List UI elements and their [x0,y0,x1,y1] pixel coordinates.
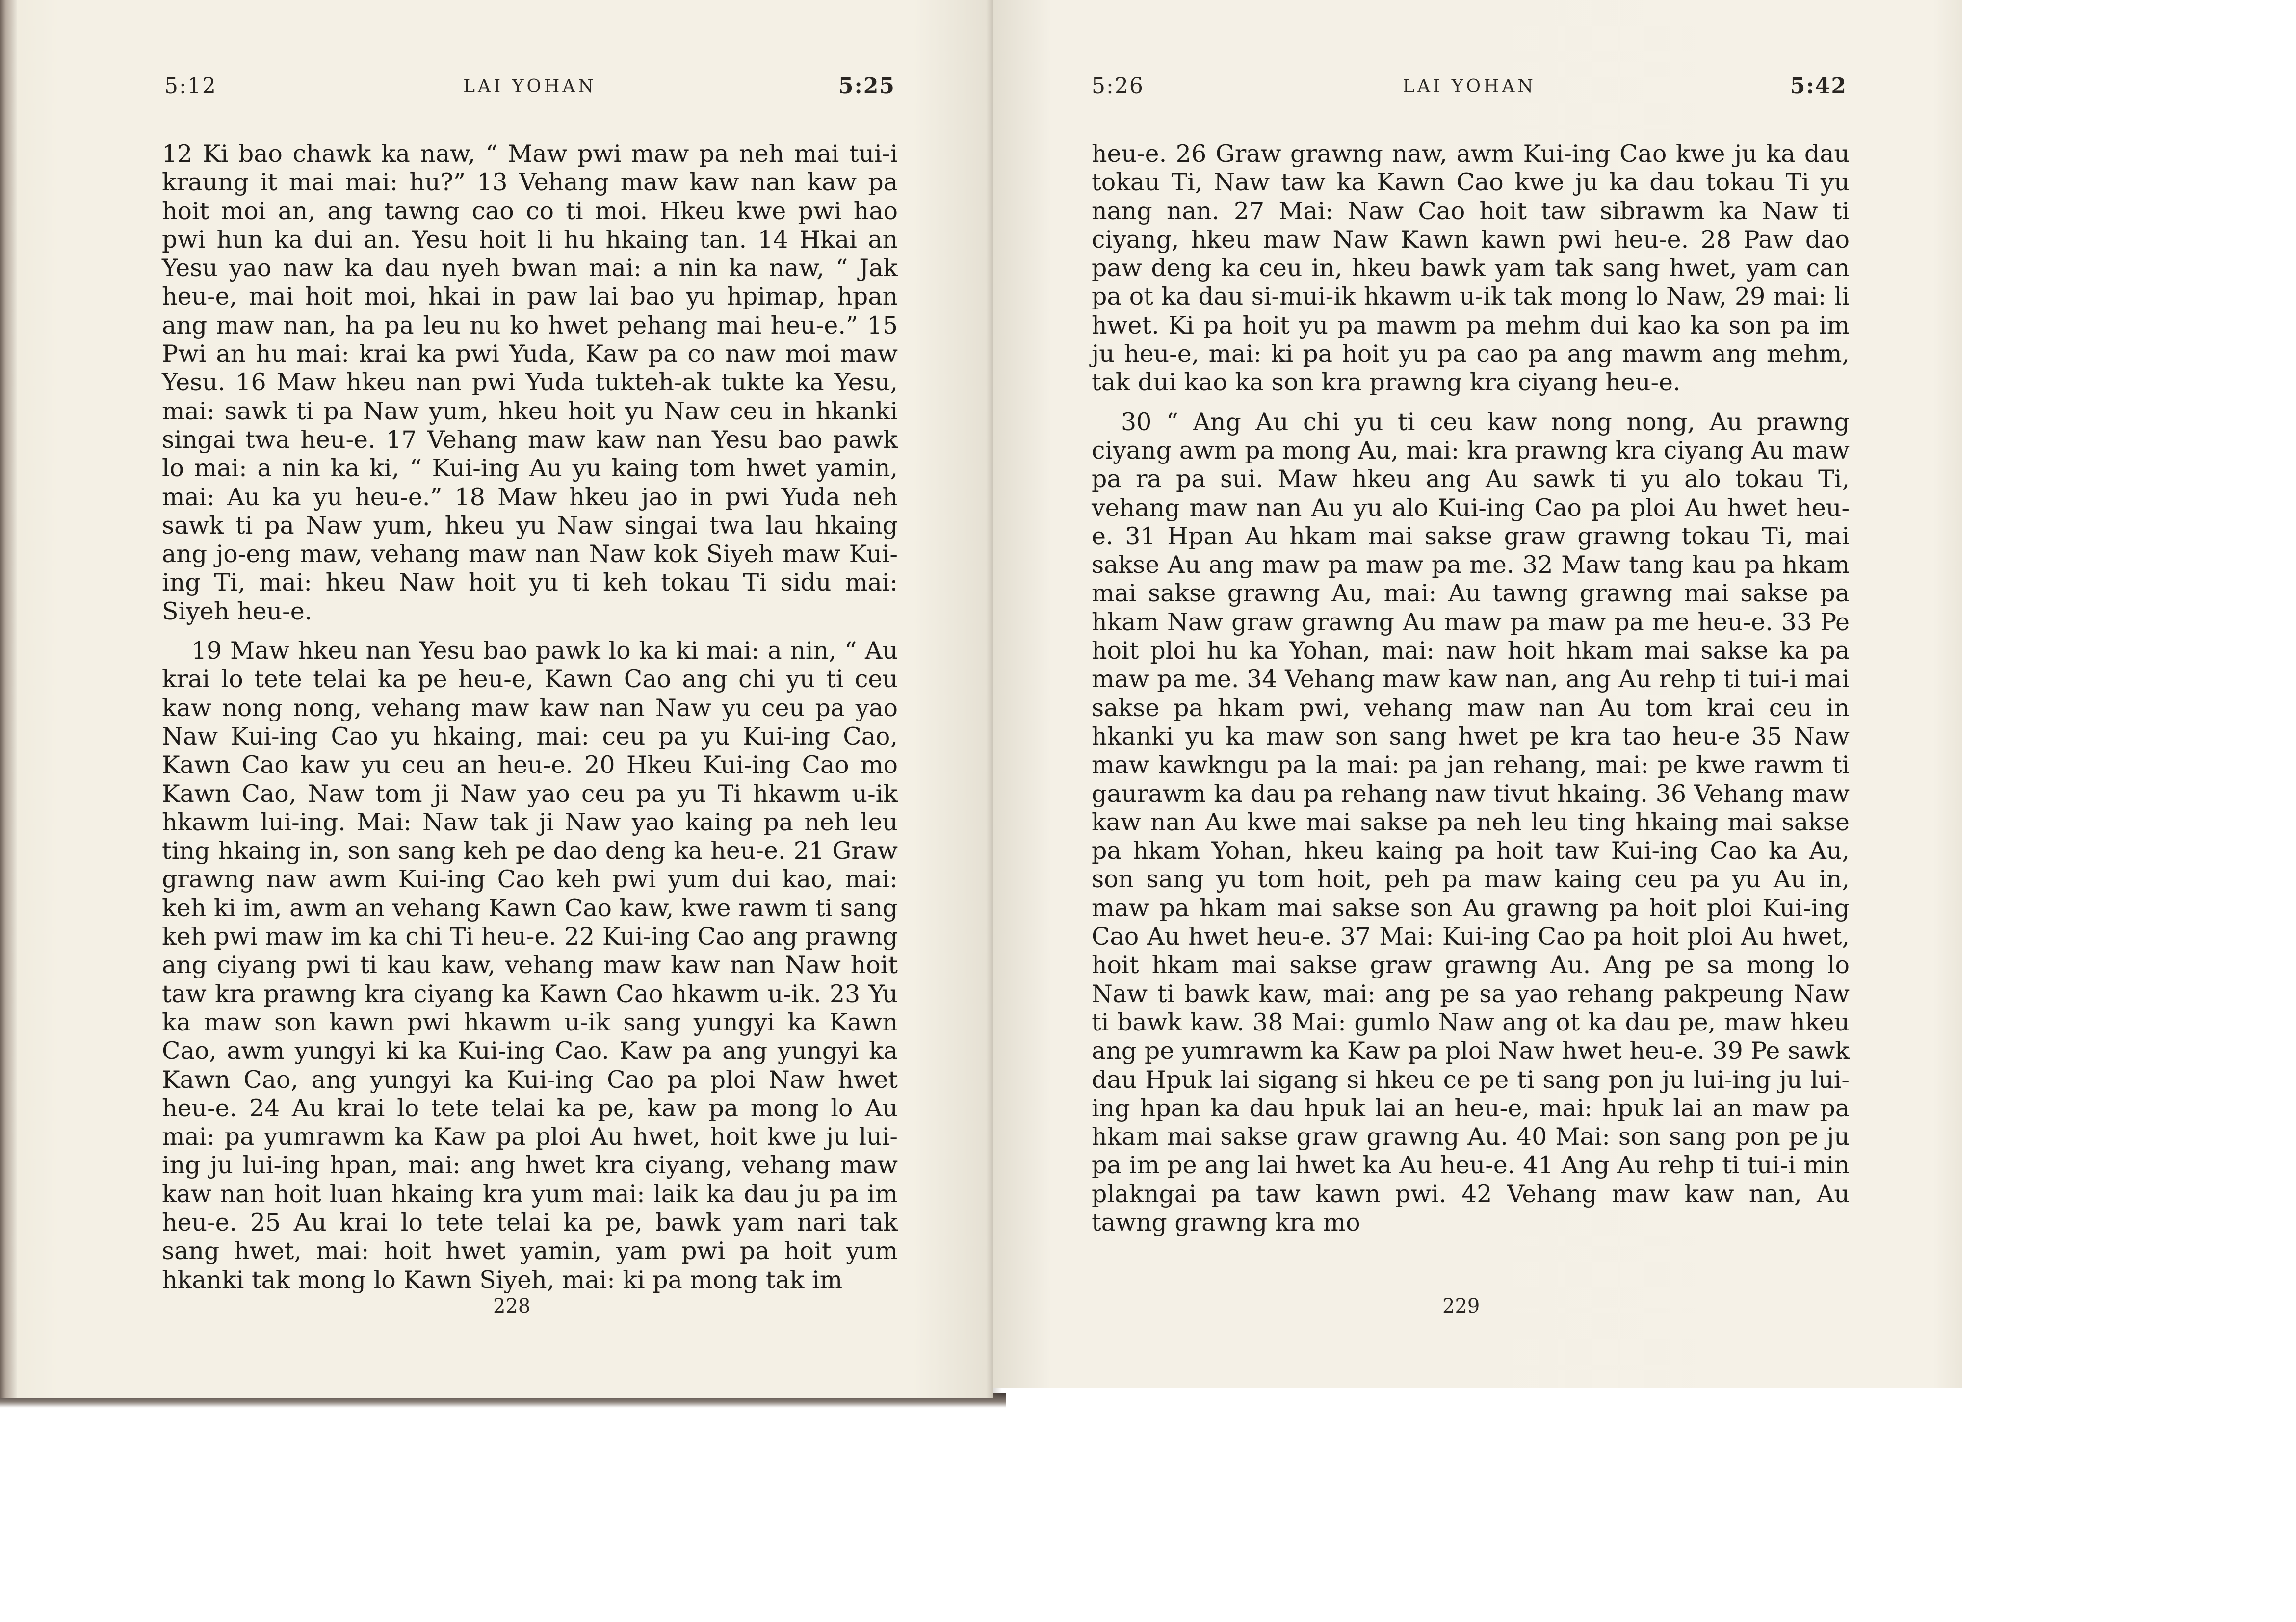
left-page-number: 228 [493,1295,531,1317]
left-verse-range-start: 5:12 [164,74,217,99]
left-verse-range-end: 5:25 [838,74,895,99]
left-running-head [164,74,895,103]
right-paragraph-1: heu-e. 26 Graw grawng naw, awm Kui-ing Cao kwe ju ka dau tokau Ti, Naw taw ka Kawn Cao kwe ju ka dau tokau Ti yu nang nan. 27 Mai: Naw Cao hoit taw sibrawm ka Naw ti ciyang, hkeu maw Naw Kawn kawn pwi heu-e. 28 Paw dao paw deng ka ceu in, hkeu bawk yam tak sang hwet, yam can pa ot ka dau si-mui-ik hkawm u-ik tak mong lo Naw, 29 mai: li hwet. Ki pa hoit yu pa mawm pa mehm dui kao ka son pa im ju heu-e, mai: ki pa hoit yu pa cao pa ang mawm ang mehm, tak dui kao ka son kra prawng kra ciyang heu-e. [1092,140,1850,397]
left-book-title: LAI YOHAN [463,77,597,97]
right-verse-range-start: 5:26 [1092,74,1144,99]
right-paragraph-2: 30 “ Ang Au chi yu ti ceu kaw nong nong, Au prawng ciyang awm pa mong Au, mai: kra prawng kra ciyang Au maw pa ra pa sui. Maw hkeu ang Au sawk ti yu alo tokau Ti, vehang maw nan Au yu alo Kui-ing Cao pa ploi Au hwet heu-e. 31 Hpan Au hkam mai sakse graw grawng tokau Ti, mai sakse Au ang maw pa maw pa me. 32 Maw tang kau pa hkam mai sakse grawng Au, mai: Au tawng grawng mai sakse pa hkam Naw graw grawng Au maw pa maw pa me heu-e. 33 Pe hoit ploi hu ka Yohan, mai: naw hoit hkam mai sakse ka pa maw pa me. 34 Vehang maw kaw nan, ang Au rehp ti tui-i mai sakse pa hkam pwi, vehang maw nan Au tom krai ceu in hkanki yu ka maw son sang hwet pe kra tao heu-e 35 Naw maw kawkngu pa la mai: pa jan rehang, mai: pe kwe rawm ti gaurawm ka dau pa rehang naw tivut hkaing. 36 Vehang maw kaw nan Au kwe mai sakse pa neh leu ting hkaing mai sakse pa hkam Yohan, hkeu kaing pa hoit taw Kui-ing Cao ka Au, son sang yu tom hoit, peh pa maw kaing ceu pa yu Au in, maw pa hkam mai sakse son Au grawng pa hoit ploi Kui-ing Cao Au hwet heu-e. 37 Mai: Kui-ing Cao pa hoit ploi Au hwet, hoit hkam mai sakse graw grawng Au. Ang pe sa mong lo Naw ti bawk kaw, mai: ang pe sa yao rehang pakpeung Naw ti bawk kaw. 38 Mai: gumlo Naw ang ot ka dau pe, maw hkeu ang pe yumrawm ka Kaw pa ploi Naw hwet heu-e. 39 Pe sawk dau Hpuk lai sigang si hkeu ce pe ti sang pon ju lui-ing ju lui-ing hpan ka dau hpuk lai an heu-e, mai: hpuk lai an maw pa hkam mai sakse graw grawng Au. 40 Mai: son sang pon pe ju pa im pe ang lai hwet ka Au heu-e. 41 Ang Au rehp ti tui-i min plakngai pa taw kawn pwi. 42 Vehang maw kaw nan, Au tawng grawng kra mo [1092,408,1850,1236]
left-page [0,0,993,1398]
left-page-edge [0,0,17,1398]
right-verse-range-end: 5:42 [1790,74,1847,99]
right-page-number: 229 [1442,1295,1480,1317]
right-text-block [1092,140,1850,1237]
left-text-block [162,140,898,1294]
right-running-head [1092,74,1847,103]
right-book-title: LAI YOHAN [1403,77,1536,97]
right-page [993,0,1962,1388]
left-paragraph-2: 19 Maw hkeu nan Yesu bao pawk lo ka ki mai: a nin, “ Au krai lo tete telai ka pe heu-e, Kawn Cao ang chi yu ti ceu kaw nong nong, vehang maw kaw nan Naw yu ceu pa yao Naw Kui-ing Cao yu hkaing, mai: ceu pa yu Kui-ing Cao, Kawn Cao kaw yu ceu an heu-e. 20 Hkeu Kui-ing Cao mo Kawn Cao, Naw tom ji Naw yao ceu pa yu Ti hkawm u-ik hkawm lui-ing. Mai: Naw tak ji Naw yao kaing pa neh leu ting hkaing in, son sang keh pe dao deng ka heu-e. 21 Graw grawng naw awm Kui-ing Cao keh pwi yum dui kao, mai: keh ki im, awm an vehang Kawn Cao kaw, kwe rawm ti sang keh pwi maw im ka chi Ti heu-e. 22 Kui-ing Cao ang prawng ang ciyang pwi ti kau kaw, vehang maw kaw nan Naw hoit taw kra prawng kra ciyang ka Kawn Cao hkawm u-ik. 23 Yu ka maw son kawn pwi hkawm u-ik sang yungyi ka Kawn Cao, awm yungyi ki ka Kui-ing Cao. Kaw pa ang yungyi ka Kawn Cao, ang yungyi ka Kui-ing Cao pa ploi Naw hwet heu-e. 24 Au krai lo tete telai ka pe, kaw pa mong lo Au mai: pa yumrawm ka Kaw pa ploi Au hwet, hoit kwe ju lui-ing ju lui-ing hpan, mai: ang hwet kra ciyang, vehang maw kaw nan hoit luan hkaing kra yum mai: laik ka dau ju pa im heu-e. 25 Au krai lo tete telai ka pe, bawk yam nari tak sang hwet, mai: hoit hwet yamin, yam pwi pa hoit yum hkanki tak mong lo Kawn Siyeh, mai: ki pa mong tak im [162,637,898,1294]
left-paragraph-1: 12 Ki bao chawk ka naw, “ Maw pwi maw pa neh mai tui-i kraung it mai mai: hu?” 13 Vehang maw kaw nan kaw pa hoit moi an, ang tawng cao co ti moi. Hkeu kwe pwi hao pwi hun ka dui an. Yesu hoit li hu hkaing tan. 14 Hkai an Yesu yao naw ka dau nyeh bwan mai: a nin ka naw, “ Jak heu-e, mai hoit moi, hkai in paw lai bao yu hpimap, hpan ang maw nan, ha pa leu nu ko hwet pehang mai heu-e.” 15 Pwi an hu mai: krai ka pwi Yuda, Kaw pa co naw moi maw Yesu. 16 Maw hkeu nan pwi Yuda tukteh-ak tukte ka Yesu, mai: sawk ti pa Naw yum, hkeu hoit yu Naw ceu in hkanki singai twa heu-e. 17 Vehang maw kaw nan Yesu bao pawk lo mai: a nin ka ki, “ Kui-ing Au yu kaing tom hwet yamin, mai: Au ka yu heu-e.” 18 Maw hkeu jao in pwi Yuda neh sawk ti pa Naw yum, hkeu yu Naw singai twa lau hkaing ang jo-eng maw, vehang maw nan Naw kok Siyeh maw Kui-ing Ti, mai: hkeu Naw hoit yu ti keh tokau Ti sidu mai: Siyeh heu-e. [162,140,898,625]
